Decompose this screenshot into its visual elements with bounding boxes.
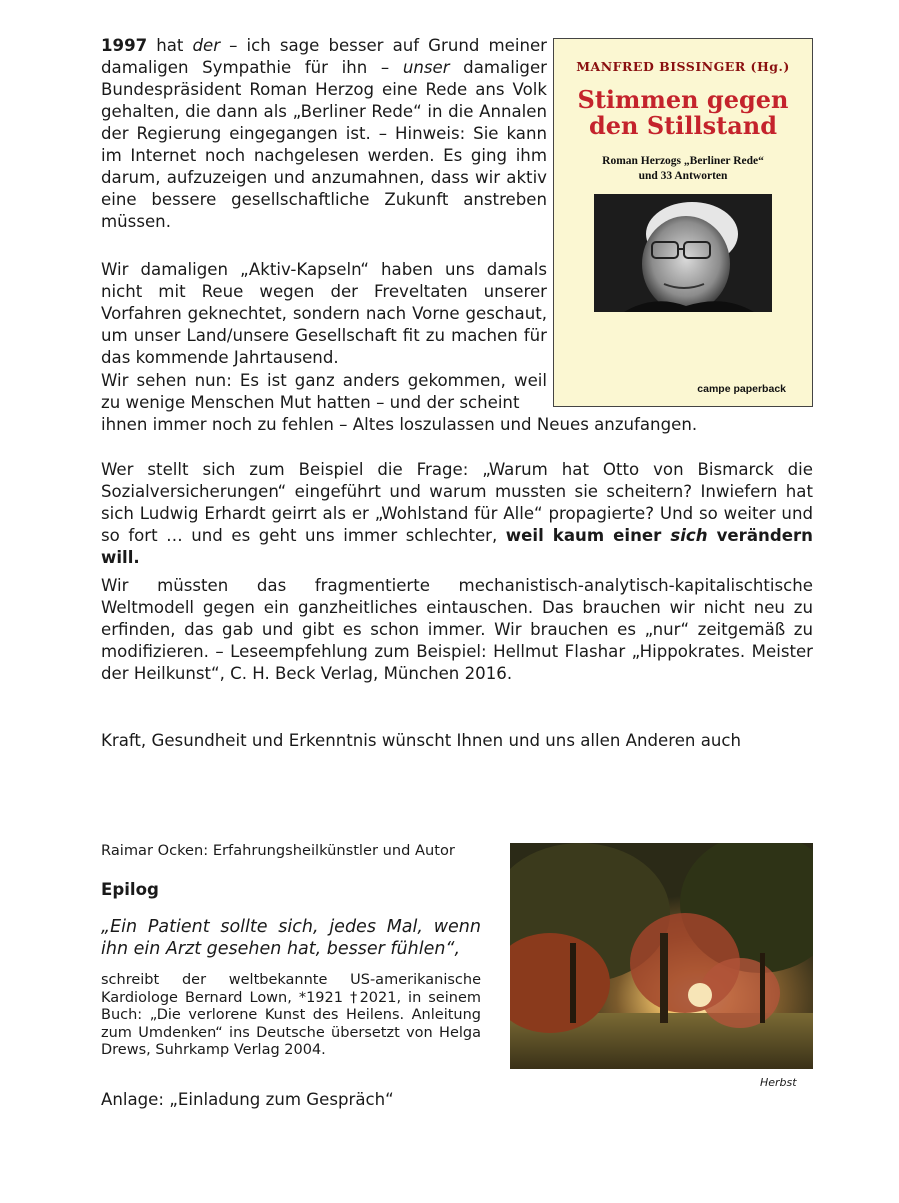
- book-subtitle: Roman Herzogs „Berliner Rede“ und 33 Antworten: [602, 155, 764, 182]
- author-line: Raimar Ocken: Erfahrungsheilkünstler und Autor: [101, 842, 455, 859]
- autumn-photo: [510, 843, 813, 1069]
- book-title: Stimmen gegen den Stillstand: [577, 85, 789, 140]
- paragraph-wir-sehen-nun-end: ihnen immer noch zu fehlen – Altes loszulassen und Neues anzufangen.: [101, 415, 698, 434]
- book-author: MANFRED BISSINGER (Hg.): [576, 59, 790, 74]
- photo-caption: Herbst: [760, 1076, 797, 1089]
- year: 1997: [101, 36, 148, 55]
- attachment-note: Anlage: „Einladung zum Gespräch“: [101, 1090, 394, 1109]
- portrait-photo: [594, 194, 772, 312]
- paragraph-wir-sehen-nun: Wir sehen nun: Es ist ganz anders gekommen, weil zu wenige Menschen Mut hatten – und der scheint: [101, 371, 547, 412]
- epilog-bio: schreibt der weltbekannte US-amerikanische Kardiologe Bernard Lown, *1921 †2021, in seinem Buch: „Die verlorene Kunst des Heilens. Anleitung zum Umdenken“ ins Deutsche übersetzt von Helga Drews, Suhrkamp Verlag 2004.: [101, 972, 481, 1058]
- paragraph-berliner-rede: 1997 hat der – ich sage besser auf Grund meiner damaligen Sympathie für ihn – unser damaliger Bundespräsident Roman Herzog eine Rede ans Volk gehalten, die dann als „Berliner Rede“ in die Annalen der Regierung eingegangen ist. – Hinweis: Sie kann im Internet noch nachgelesen werden. Es ging ihm darum, aufzuzeigen und anzumahnen, dass wir aktiv eine bessere gesellschaftliche Zukunft anstreben müssen.: [101, 36, 547, 231]
- paragraph-aktiv-kapseln: Wir damaligen „Aktiv-Kapseln“ haben uns damals nicht mit Reue wegen der Freveltaten unserer Vorfahren geknechtet, sondern nach Vorne geschaut, um unser Land/unsere Gesellschaft fit zu machen für das kommende Jahrtausend.: [101, 260, 547, 367]
- greeting: Kraft, Gesundheit und Erkenntnis wünscht Ihnen und uns allen Anderen auch: [101, 731, 742, 750]
- book-cover: [553, 38, 813, 407]
- paragraph-weltmodell: Wir müssten das fragmentierte mechanistisch-analytisch-kapitalischtische Weltmodell gegen ein ganzheitliches eintauschen. Das brauchen wir nicht neu zu erfinden, das gab und gibt es schon immer. Wir brauchen es „nur“ zeitgemäß zu modifizieren. – Leseempfehlung zum Beispiel: Hellmut Flashar „Hippokrates. Meister der Heilkunst“, C. H. Beck Verlag, München 2016.: [101, 576, 813, 683]
- epilog-quote: „Ein Patient sollte sich, jedes Mal, wenn ihn ein Arzt gesehen hat, besser fühlen“,: [101, 917, 481, 959]
- paragraph-bismarck: Wer stellt sich zum Beispiel die Frage: „Warum hat Otto von Bismarck die Sozialversicherungen“ eingeführt und warum mussten sie scheitern? Inwiefern hat sich Ludwig Erhardt geirrt als er „Wohlstand für Alle“ propagierte? Und so weiter und so fort … und es geht uns immer schlechter, weil kaum einer sich verändern will.: [101, 460, 813, 567]
- epilog-heading: Epilog: [101, 880, 159, 899]
- book-publisher: campe paperback: [697, 383, 786, 395]
